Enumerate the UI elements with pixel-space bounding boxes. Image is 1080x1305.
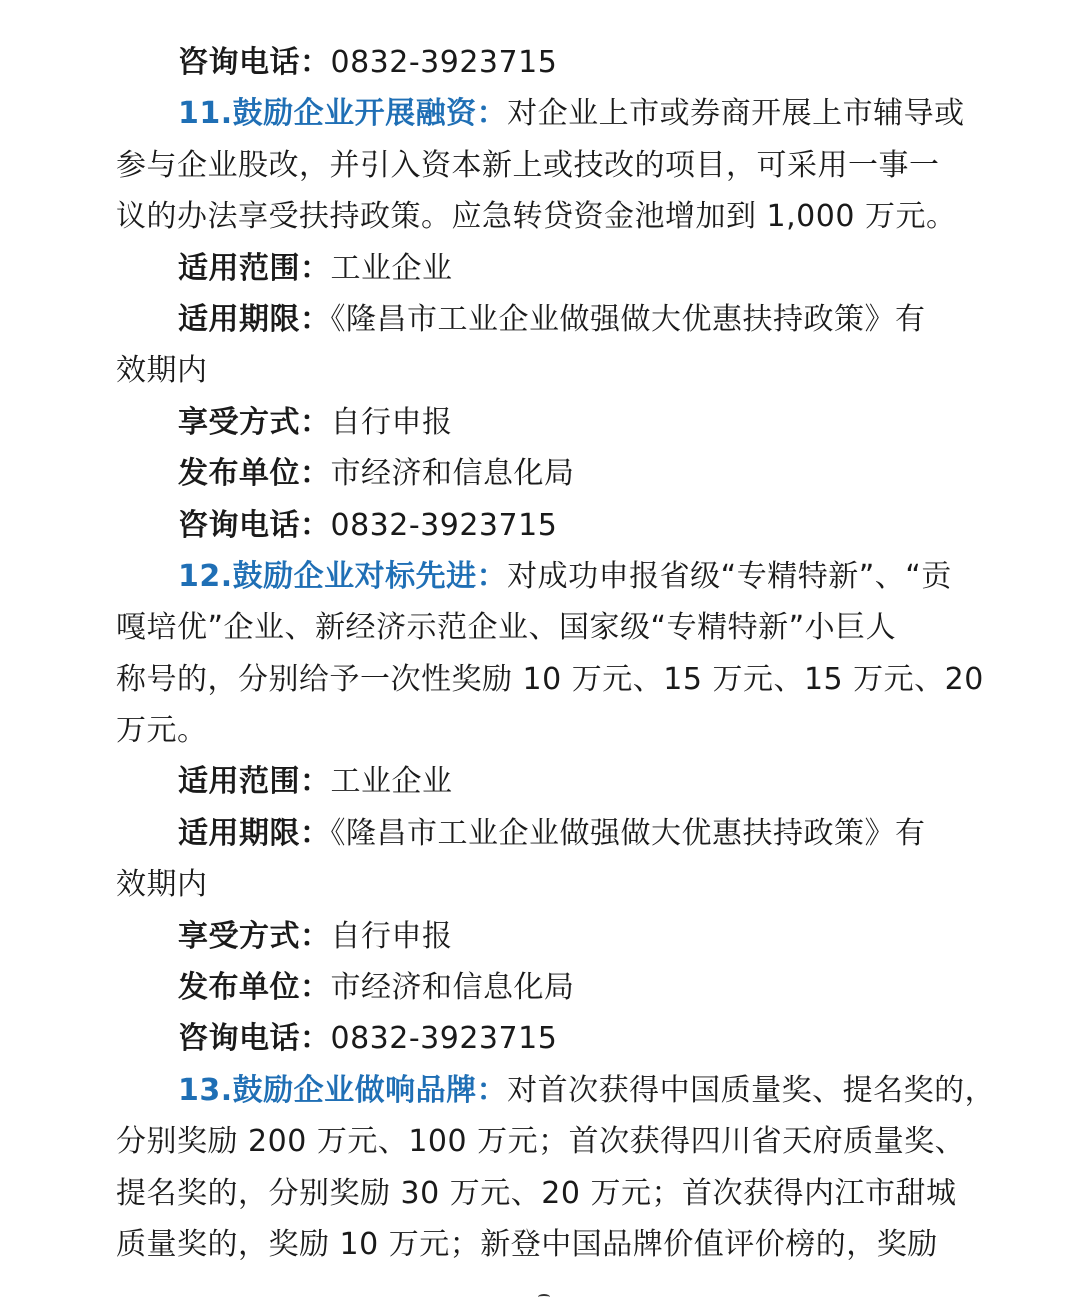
paragraph-line: 称号的，分别给予一次性奖励 10 万元、15 万元、15 万元、20 [116,661,984,697]
page-number-fragment [538,1294,550,1300]
contact-phone-line [116,500,966,551]
contact-phone-label: 咨询电话： [178,45,331,80]
publisher-label: 发布单位： [178,970,331,1006]
validity-label: 适用期限： [178,301,331,337]
document-page [116,37,996,1270]
method-value: 自行申报 [330,918,453,954]
paragraph-line: 分别奖励 200 万元、100 万元；首次获得四川省天府质量奖、 [116,1124,966,1160]
contact-phone-value: 0832-3923715 [330,45,558,80]
scope-value: 工业企业 [330,250,453,286]
paragraph-line: 提名奖的，分别奖励 30 万元、20 万元；首次获得内江市甜城 [116,1175,957,1211]
contact-phone-line [116,1013,966,1064]
method-line [116,397,966,448]
method-label: 享受方式： [178,404,331,440]
item-11-heading: 11.鼓励企业开展融资： [178,96,508,132]
paragraph-line: 议的办法享受扶持政策。应急转贷资金池增加到 1,000 万元。 [116,199,957,235]
contact-phone-label: 咨询电话： [178,1021,331,1057]
paragraph-line: 嘎培优”企业、新经济示范企业、国家级“专精特新”小巨人 [116,610,897,646]
method-label: 享受方式： [178,918,331,954]
validity-line [116,808,966,859]
scope-line [116,243,966,294]
item-13-heading: 13.鼓励企业做响品牌： [178,1072,508,1108]
validity-line [116,294,966,345]
validity-continuation: 效期内 [116,353,208,389]
item-12-heading-line [116,551,966,602]
method-line [116,911,966,962]
contact-phone-line [116,37,966,88]
contact-phone-value: 0832-3923715 [330,1021,558,1057]
publisher-label: 发布单位： [178,456,331,492]
validity-label: 适用期限： [178,815,331,851]
paragraph-line: 质量奖的，奖励 10 万元；新登中国品牌价值评价榜的，奖励 [116,1226,938,1262]
item-11-text: 对企业上市或券商开展上市辅导或 [507,96,965,132]
publisher-line [116,448,966,499]
scope-label: 适用范围： [178,764,331,800]
scope-line [116,756,966,807]
item-11-heading-line [116,88,966,139]
paragraph-line: 参与企业股改，并引入资本新上或技改的项目，可采用一事一 [116,147,940,183]
scope-value: 工业企业 [330,764,453,800]
item-13-heading-line [116,1065,996,1116]
item-12-text: 对成功申报省级“专精特新”、“贡 [507,558,952,594]
publisher-line [116,962,966,1013]
contact-phone-value: 0832-3923715 [330,507,558,543]
publisher-value: 市经济和信息化局 [330,970,575,1006]
validity-continuation: 效期内 [116,867,208,903]
validity-value: 《隆昌市工业企业做强做大优惠扶持政策》有 [330,301,926,337]
paragraph-line: 万元。 [116,713,208,749]
item-13-text: 对首次获得中国质量奖、提名奖的， [507,1072,996,1108]
method-value: 自行申报 [330,404,453,440]
publisher-value: 市经济和信息化局 [330,456,575,492]
contact-phone-label: 咨询电话： [178,507,331,543]
item-12-heading: 12.鼓励企业对标先进： [178,558,508,594]
scope-label: 适用范围： [178,250,331,286]
validity-value: 《隆昌市工业企业做强做大优惠扶持政策》有 [330,815,926,851]
